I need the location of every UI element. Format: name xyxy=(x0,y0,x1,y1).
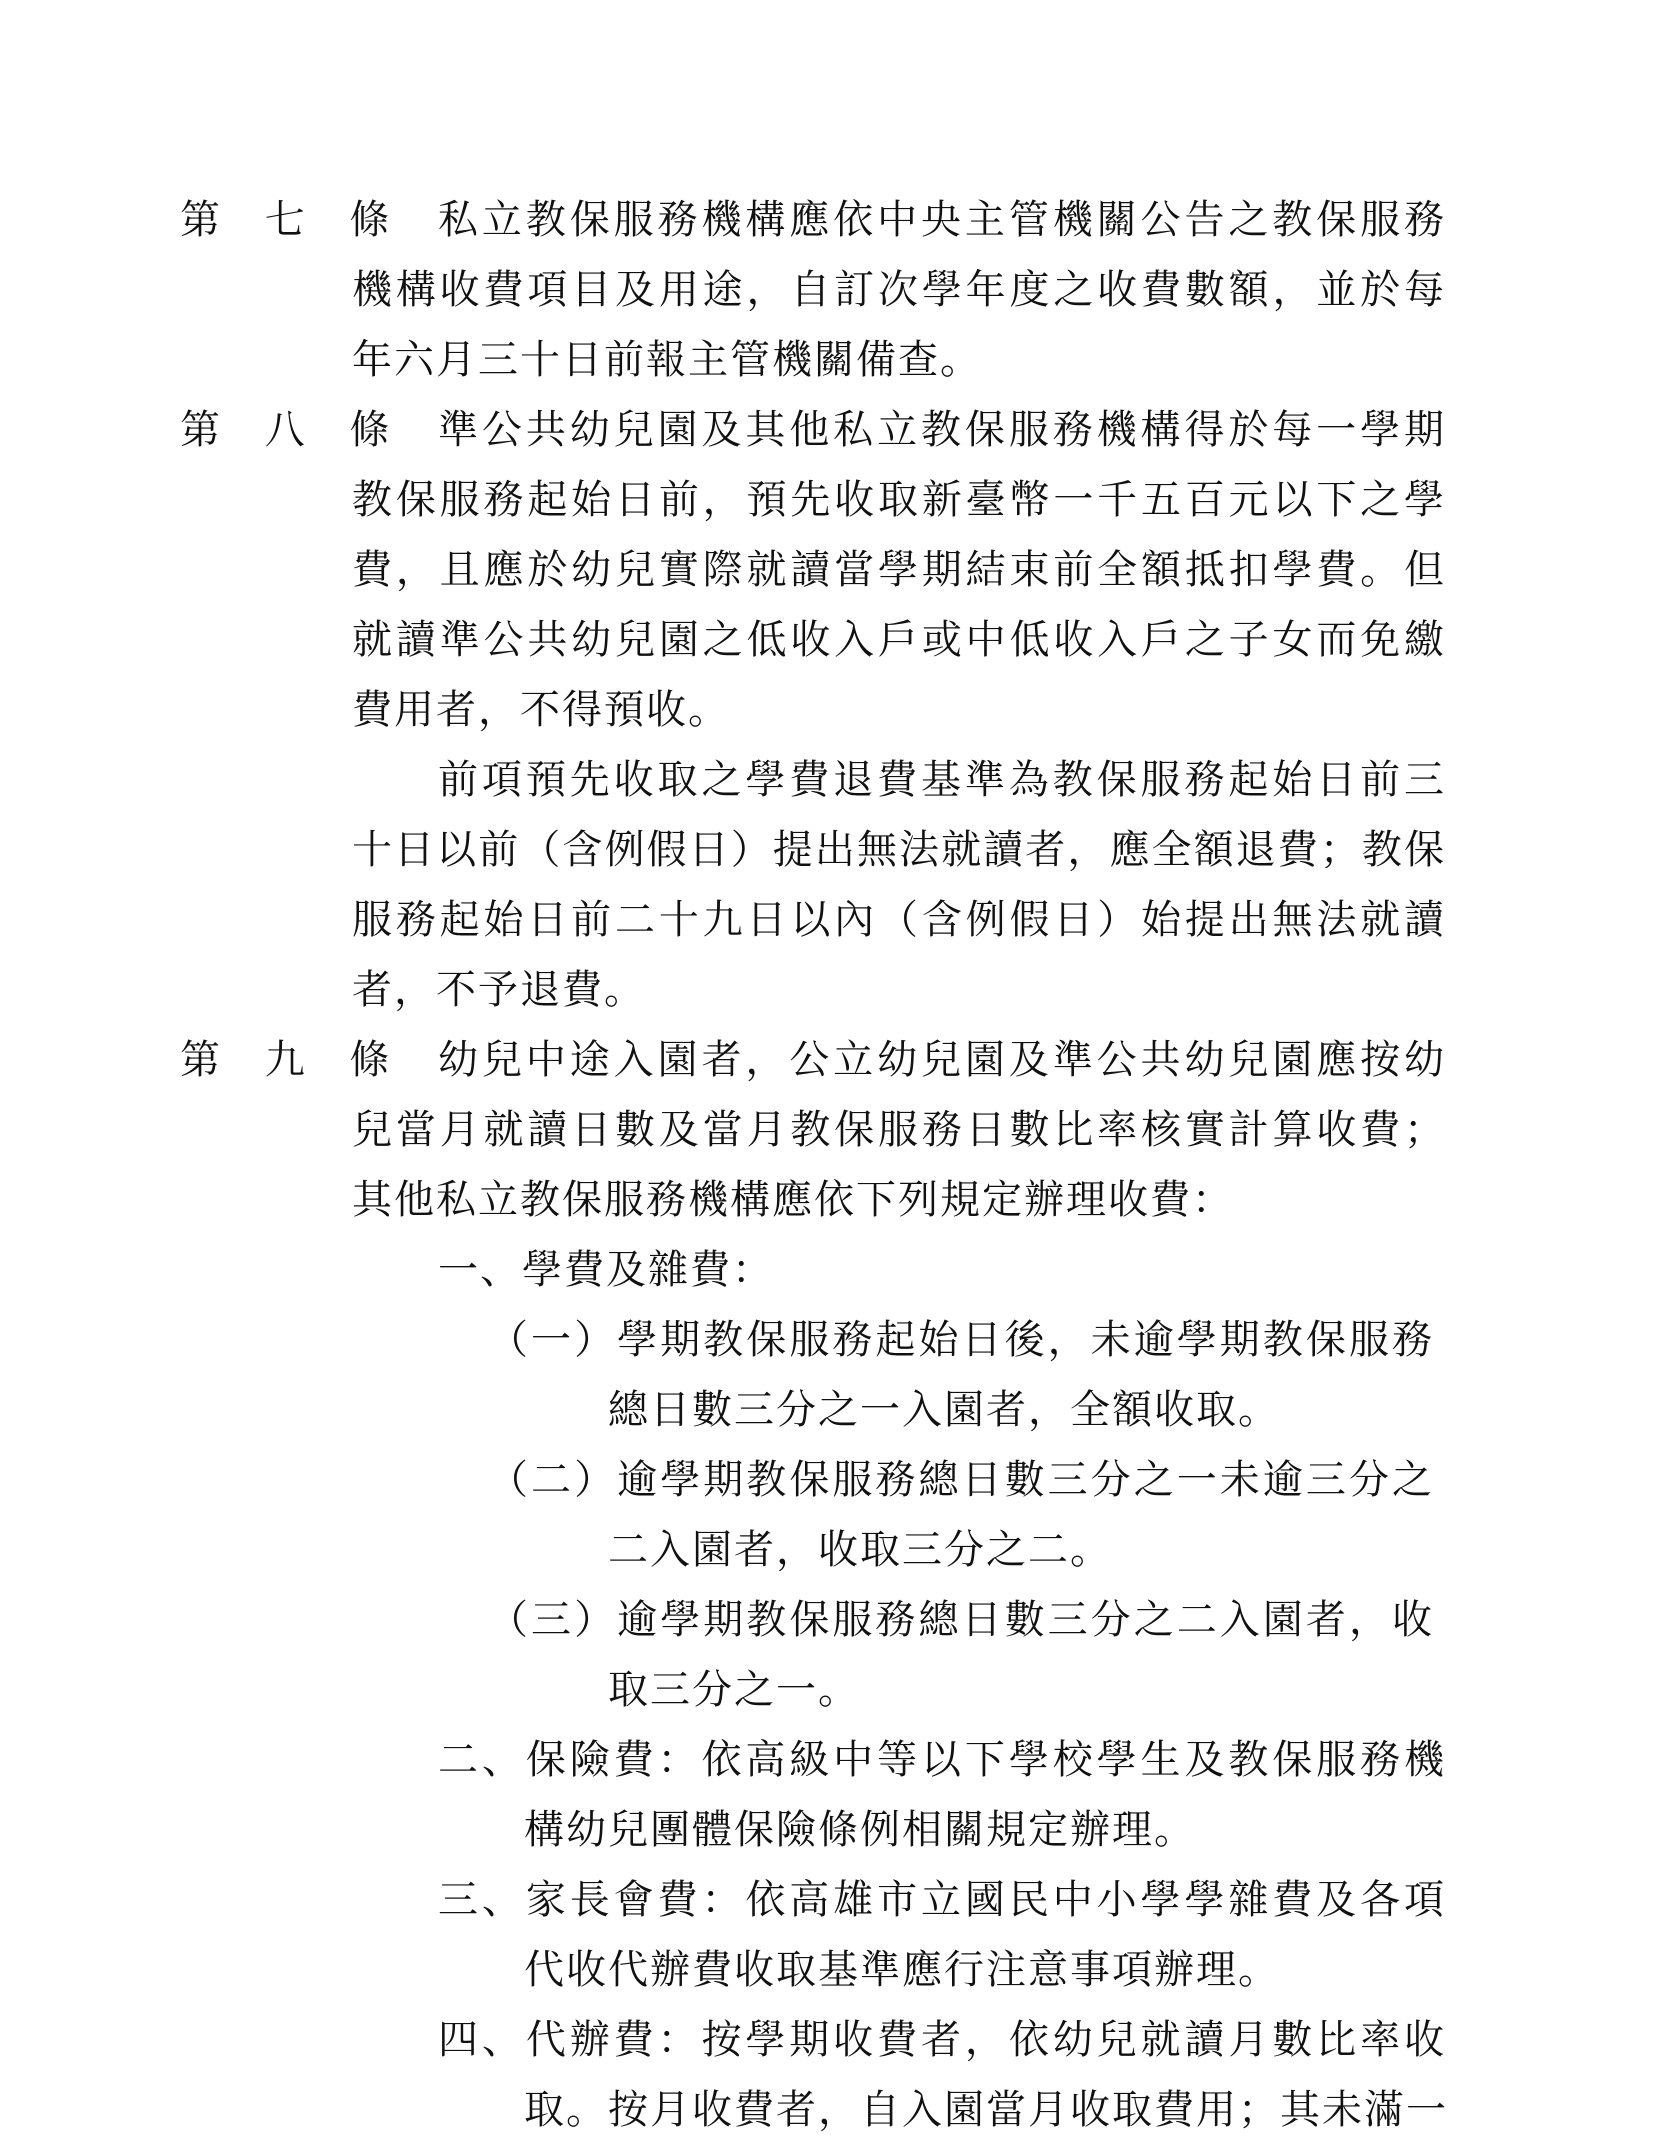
item-1-line-1: 一、學費及雜費： xyxy=(438,1247,774,1293)
article-8-line-5: 費用者，不得預收。 xyxy=(352,687,730,733)
article-8-p2-line-2: 十日以前（含例假日）提出無法就讀者，應全額退費；教保 xyxy=(352,827,1446,873)
article-8-line-3: 費，且應於幼兒實際就讀當學期結束前全額抵扣學費。但 xyxy=(352,547,1446,593)
item-3-line-1: 三、家長會費：依高雄市立國民中小學學雜費及各項 xyxy=(438,1877,1446,1923)
article-8-label: 第 八 條 xyxy=(180,407,406,453)
article-8-p2-line-4: 者，不予退費。 xyxy=(352,967,646,1013)
subitem-3-line-1: （三）逾學期教保服務總日數三分之二入園者，收 xyxy=(488,1597,1434,1643)
subitem-2-line-1: （二）逾學期教保服務總日數三分之一未逾三分之 xyxy=(488,1457,1434,1503)
article-7-label: 第 七 條 xyxy=(180,197,406,243)
article-8-line-1: 準公共幼兒園及其他私立教保服務機構得於每一學期 xyxy=(438,407,1446,453)
article-9-line-1: 幼兒中途入園者，公立幼兒園及準公共幼兒園應按幼 xyxy=(438,1037,1446,1083)
item-4-line-2: 取。按月收費者，自入園當月收取費用；其未滿一 xyxy=(524,2087,1448,2133)
article-9-label: 第 九 條 xyxy=(180,1037,406,1083)
item-4-line-1: 四、代辦費：按學期收費者，依幼兒就讀月數比率收 xyxy=(438,2017,1446,2063)
article-8-p2-line-3: 服務起始日前二十九日以內（含例假日）始提出無法就讀 xyxy=(352,897,1446,943)
item-2-line-1: 二、保險費：依高級中等以下學校學生及教保服務機 xyxy=(438,1737,1446,1783)
article-7-line-2: 機構收費項目及用途，自訂次學年度之收費數額，並於每 xyxy=(352,267,1446,313)
article-7-line-3: 年六月三十日前報主管機關備查。 xyxy=(352,337,982,383)
article-8-p2-line-1: 前項預先收取之學費退費基準為教保服務起始日前三 xyxy=(438,757,1446,803)
article-9-line-3: 其他私立教保服務機構應依下列規定辦理收費： xyxy=(352,1177,1234,1223)
subitem-1-line-2: 總日數三分之一入園者，全額收取。 xyxy=(608,1387,1280,1433)
article-8-line-4: 就讀準公共幼兒園之低收入戶或中低收入戶之子女而免繳 xyxy=(352,617,1446,663)
article-9-line-2: 兒當月就讀日數及當月教保服務日數比率核實計算收費； xyxy=(352,1107,1446,1153)
subitem-2-line-2: 二入園者，收取三分之二。 xyxy=(608,1527,1112,1573)
item-2-line-2: 構幼兒團體保險條例相關規定辦理。 xyxy=(524,1807,1196,1853)
subitem-1-line-1: （一）學期教保服務起始日後，未逾學期教保服務 xyxy=(488,1317,1434,1363)
item-3-line-2: 代收代辦費收取基準應行注意事項辦理。 xyxy=(524,1947,1280,1993)
article-8-line-2: 教保服務起始日前，預先收取新臺幣一千五百元以下之學 xyxy=(352,477,1446,523)
subitem-3-line-2: 取三分之一。 xyxy=(608,1667,860,1713)
article-7-line-1: 私立教保服務機構應依中央主管機關公告之教保服務 xyxy=(438,197,1446,243)
